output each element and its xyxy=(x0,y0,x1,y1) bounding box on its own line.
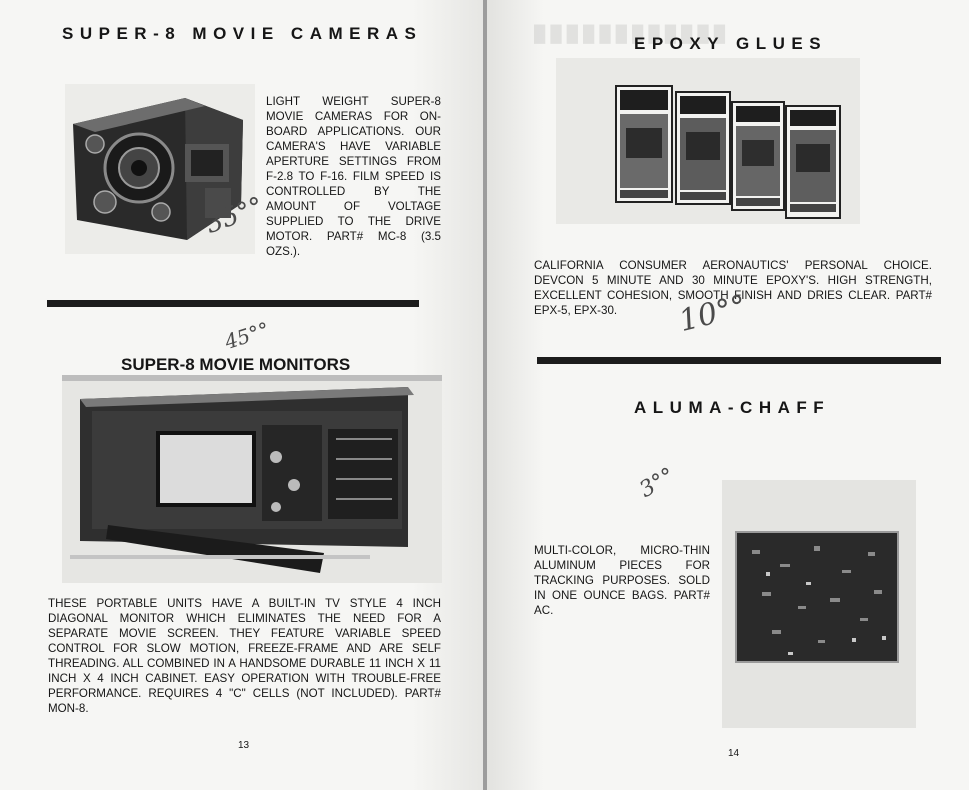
aluma-chaff-heading: ALUMA-CHAFF xyxy=(634,398,831,417)
cameras-handwritten-price: 35°° xyxy=(201,191,268,240)
monitors-handwritten-price: 45°° xyxy=(221,317,273,354)
movie-monitor-photo xyxy=(62,375,442,583)
chaff-handwritten-price: 3°° xyxy=(635,463,680,503)
epoxy-handwritten-price: 10°° xyxy=(675,288,751,339)
chaff-description: MULTI-COLOR, MICRO-THIN ALUMINUM PIECES FOR TRACKING PURPOSES. SOLD IN ONE OUNCE BAGS. PART# AC. xyxy=(534,544,710,617)
cameras-heading: SUPER-8 MOVIE CAMERAS xyxy=(62,24,423,43)
epoxy-heading: EPOXY GLUES xyxy=(634,34,828,53)
page-gutter xyxy=(483,0,487,790)
monitors-description: THESE PORTABLE UNITS HAVE A BUILT-IN TV STYLE 4 INCH DIAGONAL MONITOR WHICH ELIMINATES THE NEED FOR A SEPARATE MOVIE SCREEN. THEY FEATURE VARIABLE SPEED CONTROL FOR SLOW MOTION, FREEZE-FRAME AND ARE SELF THREADING. ALL COMBINED IN A HANDSOME DURABLE 11 INCH X 11 INCH X 4 INCH CABINET. EASY OPERATION WITH TROUBLE-FREE PERFORMANCE. REQUIRES 4 "C" CELLS (NOT INCLUDED). PART# MON-8. xyxy=(48,597,441,715)
right-section-divider xyxy=(537,357,941,364)
epoxy-description: CALIFORNIA CONSUMER AERONAUTICS' PERSONAL CHOICE. DEVCON 5 MINUTE AND 30 MINUTE EPOXY'S. HIGH STRENGTH, EXCELLENT COHESION, SMOOTH FINISH AND DRIES CLEAR. PART# EPX-5, EPX-30. xyxy=(534,259,932,317)
bleed-through-shadow: ████████████ xyxy=(534,26,731,43)
aluma-chaff-bag-photo xyxy=(722,480,916,728)
page-number-right: 14 xyxy=(728,748,740,759)
cameras-description: LIGHT WEIGHT SUPER-8 MOVIE CAMERAS FOR ON-BOARD APPLICATIONS. OUR CAMERA'S HAVE VARIABLE APERTURE SETTINGS FROM F-2.8 TO F-16. FILM SPEED IS CONTROLLED BY THE AMOUNT OF VOLTAGE SUPPLIED TO THE DRIVE MOTOR. PART# MC-8 (3.5 OZS.). xyxy=(266,95,441,258)
page-number-left: 13 xyxy=(238,740,250,751)
monitors-heading: SUPER-8 MOVIE MONITORS xyxy=(121,355,351,374)
left-section-divider xyxy=(47,300,419,307)
epoxy-packages-photo xyxy=(556,58,860,224)
